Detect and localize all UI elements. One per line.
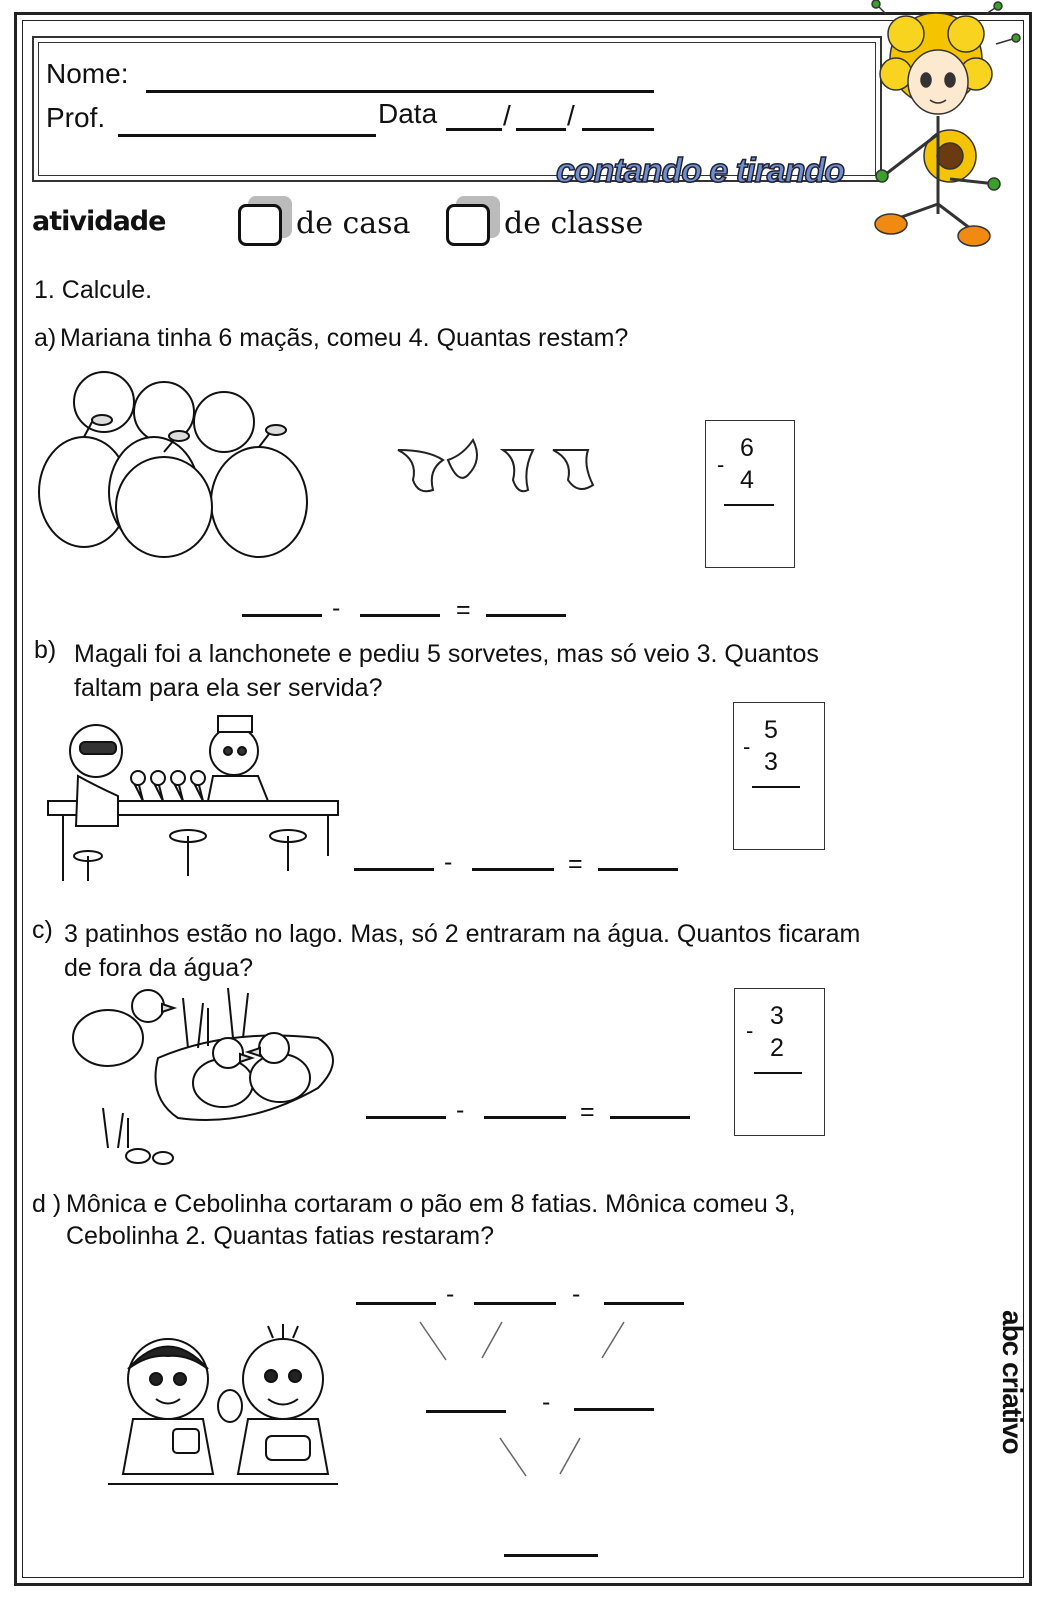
name-label: Nome: [46,58,129,89]
answer-blank-a1[interactable] [242,614,322,617]
answer-blank-d3[interactable] [604,1302,684,1305]
date-separator: / [567,100,575,131]
op-minus-d2: - [572,1280,581,1308]
answer-blank-d5[interactable] [574,1408,654,1411]
instruction: 1. Calcule. [34,276,153,304]
home-checkbox[interactable] [238,204,282,246]
prof-label: Prof. [46,102,106,133]
name-field[interactable] [146,90,654,93]
prof-field[interactable] [118,134,376,137]
brand-logo: abc criativo [997,1310,1028,1454]
home-label: de casa [296,206,411,241]
answer-blank-b1[interactable] [354,868,434,871]
minus-sign-b: - [743,734,751,759]
answer-blank-b3[interactable] [598,868,678,871]
date-year-field[interactable] [582,128,654,131]
answer-blank-d1[interactable] [356,1302,436,1305]
answer-blank-d4[interactable] [426,1410,506,1413]
question-d-line2: Cebolinha 2. Quantas fatias restaram? [66,1222,495,1250]
theme-title: contando e tirando [556,152,844,190]
snack-bar-illustration [48,706,348,886]
date-month-field[interactable] [516,128,566,131]
minuend-a: 6 [740,434,754,462]
op-minus-a: - [332,594,341,622]
question-a-text: Mariana tinha 6 maçãs, comeu 4. Quantas restam? [60,324,629,352]
op-minus-c: - [456,1096,465,1124]
result-line-a [724,504,774,506]
date-label: Data [378,98,438,129]
minus-sign-c: - [746,1018,754,1043]
minuend-b: 5 [764,716,778,744]
subtrahend-a: 4 [740,466,754,494]
op-minus-d1: - [446,1280,455,1308]
subtrahend-b: 3 [764,748,778,776]
date-day-field[interactable] [446,128,502,131]
minuend-c: 3 [770,1002,784,1030]
answer-blank-c1[interactable] [366,1116,446,1119]
apples-illustration [24,362,314,562]
op-equals-c: = [580,1098,595,1126]
class-checkbox[interactable] [446,204,490,246]
question-c-letter: c) [32,916,53,944]
flower-mascot-illustration [866,4,1026,254]
result-line-c [754,1072,802,1074]
op-equals-b: = [568,850,583,878]
op-equals-a: = [456,596,471,624]
result-line-b [752,786,800,788]
class-label: de classe [504,206,644,241]
op-minus-b: - [444,848,453,876]
question-c-line1: 3 patinhos estão no lago. Mas, só 2 entraram na água. Quantos ficaram [64,920,861,948]
ducks-pond-illustration [48,978,348,1168]
subtrahend-c: 2 [770,1034,784,1062]
op-minus-d3: - [542,1388,551,1416]
question-d-letter: d ) [32,1190,62,1218]
date-separator: / [503,100,511,131]
answer-blank-a2[interactable] [360,614,440,617]
answer-blank-d2[interactable] [474,1302,556,1305]
monica-cebolinha-illustration [108,1324,338,1494]
answer-blank-c2[interactable] [484,1116,566,1119]
question-c-line2: de fora da água? [64,954,254,982]
question-b-line2: faltam para ela ser servida? [74,674,383,702]
question-b-line1: Magali foi a lanchonete e pediu 5 sorvetes, mas só veio 3. Quantos [74,640,819,668]
activity-label: atividade [32,206,166,237]
minus-sign-a: - [717,452,725,477]
answer-blank-c3[interactable] [610,1116,690,1119]
answer-blank-a3[interactable] [486,614,566,617]
question-b-letter: b) [34,636,57,664]
apple-cores-illustration [388,430,608,510]
subtraction-tree-lines [410,1316,650,1496]
answer-blank-d-final[interactable] [504,1554,598,1557]
answer-blank-b2[interactable] [472,868,554,871]
question-d-line1: Mônica e Cebolinha cortaram o pão em 8 fatias. Mônica comeu 3, [66,1190,796,1218]
question-a-letter: a) [34,324,57,352]
